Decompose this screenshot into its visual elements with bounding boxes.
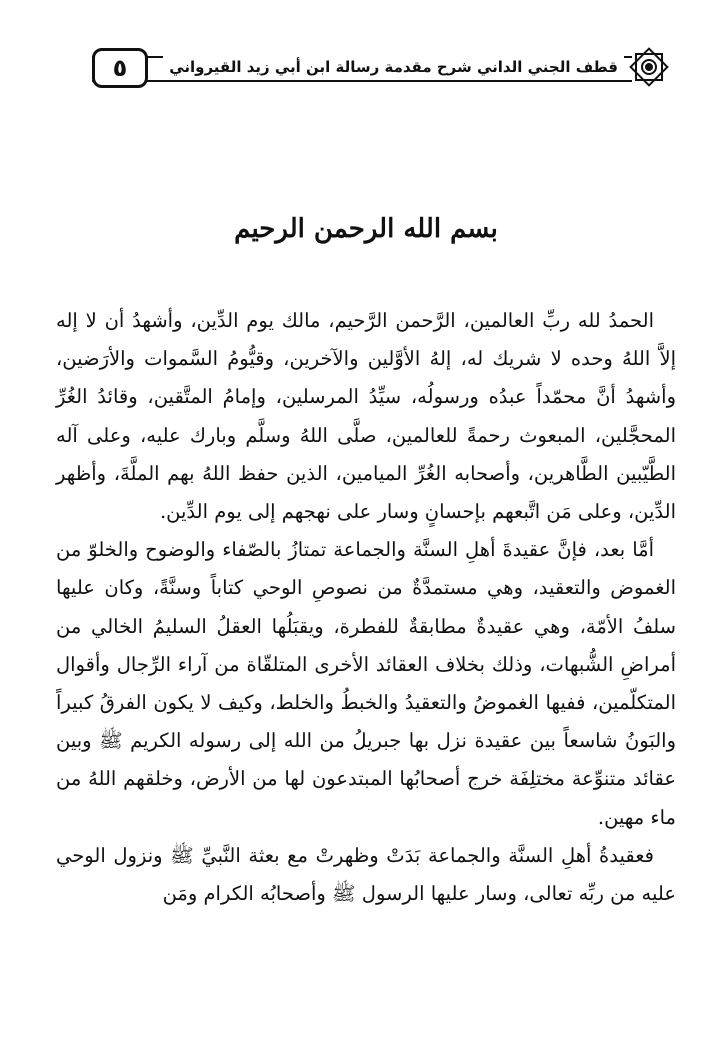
basmala-calligraphy [234,196,498,262]
eight-point-star-flower-icon [626,44,672,90]
page-number: ٥ [92,48,148,88]
body-text [56,302,676,913]
paragraph-continuation: فعقيدةُ أهلِ السنَّة والجماعة بَدَتْ وظهرتْ مع بعثة النَّبيِّ ﷺ ونزول الوحي عليه من ربِّه تعالى، وسار عليها الرسول ﷺ وأصحابُه الكرام ومَن [56,843,676,906]
basmala-text: بسم الله الرحمن الرحيم [234,214,498,244]
paragraph-aqidah: أمَّا بعد، فإنَّ عقيدةَ أهلِ السنَّة والجماعة تمتازُ بالصّفاء والوضوح والخلوّ من الغموض والتعقيد، وهي مستمدَّةٌ من نصوصِ الوحي كتاباً وسنَّةً، وكان عليها سلفُ الأمّة، وهي عقيدةٌ مطابقةٌ للفطرة، ويقبَلُها العقلُ السليمُ الخالي من أمراضِ الشُّبهات، وذلك بخلاف العقائد الأخرى المتلقّاة من آراء الرِّجال وأقوال المتكلّمين، ففيها الغموضُ والتعقيدُ والخبطُ والخلط، وكيف لا يكون الفرقُ كبيراً والبَونُ شاسعاً بين عقيدة نزل بها جبريلُ من الله إلى رسوله الكريم ﷺ وبين عقائد متنوِّعة مختلِفَة خرج أصحابُها المبتدعون لها من الأرض، وخلقهم اللهُ من ماء مهين. [56,538,676,829]
header-rule-bottom [92,80,632,82]
running-header [92,52,672,92]
book-title: قطف الجني الداني شرح مقدمة رسالة ابن أبي زيد القيرواني [163,54,624,80]
paragraph-introduction: الحمدُ لله ربِّ العالمين، الرَّحمن الرَّحيم، مالك يوم الدِّين، وأشهدُ أن لا إله إلاَّ اللهُ وحده لا شريك له، إلهُ الأوَّلين والآخرين، وقيُّومُ السَّموات والأرَضين، وأشهدُ أنَّ محمّداً عبدُه ورسولُه، سيِّدُ المرسلين، وإمامُ المتَّقين، وقائدُ الغُرِّ المحجَّلين، المبعوث رحمةً للعالمين، صلَّى اللهُ وسلَّم وبارك عليه، وعلى آله الطَّيّبين الطَّاهرين، وأصحابه الغُرِّ الميامين، الذين حفظ اللهُ بهم الملَّةَ، وأظهر الدِّين، وعلى مَن اتَّبعهم بإحسانٍ وسار على نهجهم إلى يوم الدِّين. [56,309,676,524]
